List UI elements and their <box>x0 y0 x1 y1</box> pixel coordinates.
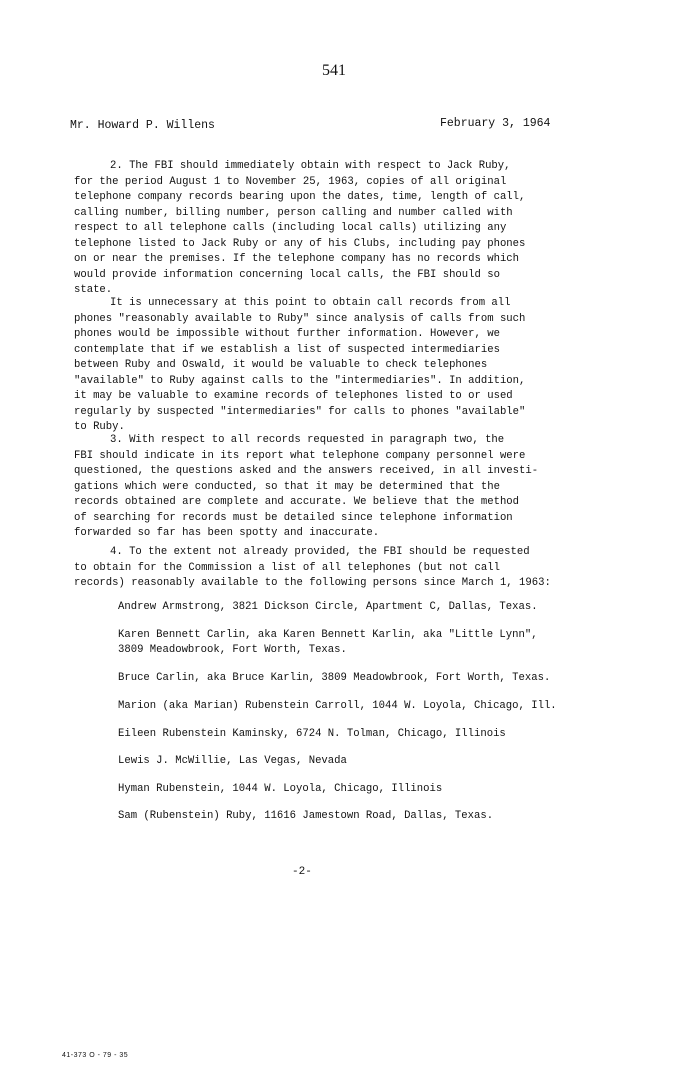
letter-date: February 3, 1964 <box>440 117 551 130</box>
person-entry-continuation: 3809 Meadowbrook, Fort Worth, Texas. <box>118 644 347 656</box>
paragraph-line: forwarded so far has been spotty and inaccurate. <box>74 527 380 539</box>
paragraph-line: state. <box>74 284 113 296</box>
addressee: Mr. Howard P. Willens <box>70 119 215 132</box>
paragraph-line: phones would be impossible without further information. However, we <box>74 328 500 340</box>
paragraph-line: of searching for records must be detailed since telephone information <box>74 511 513 524</box>
print-code: 41-373 O - 79 - 35 <box>62 1052 129 1059</box>
paragraph-line: between Ruby and Oswald, it would be valuable to check telephones <box>74 359 488 371</box>
paragraph-line: to Ruby. <box>74 421 125 433</box>
paragraph-line: records obtained are complete and accurate. We believe that the method <box>74 496 520 508</box>
paragraph-line: questioned, the questions asked and the answers received, in all investi- <box>74 465 539 477</box>
paragraph-line: calling number, billing number, person calling and number called with <box>74 206 513 219</box>
paragraph-line: 3. With respect to all records requested in paragraph two, the <box>110 434 505 446</box>
paragraph-line: regularly by suspected "intermediaries" for calls to phones "available" <box>74 405 526 418</box>
paragraph-line: telephone company records bearing upon the dates, time, length of call, <box>74 191 526 203</box>
person-entry: Sam (Rubenstein) Ruby, 11616 Jamestown Road, Dallas, Texas. <box>118 810 494 822</box>
page-number: 541 <box>322 62 346 79</box>
paragraph-line: 2. The FBI should immediately obtain with respect to Jack Ruby, <box>110 160 511 172</box>
paragraph-line: to obtain for the Commission a list of all telephones (but not call <box>74 561 500 574</box>
paragraph-line: it may be valuable to examine records of telephones listed to or used <box>74 390 513 402</box>
paragraph-line: It is unnecessary at this point to obtain call records from all <box>110 297 511 309</box>
person-entry: Bruce Carlin, aka Bruce Karlin, 3809 Meadowbrook, Fort Worth, Texas. <box>118 672 551 684</box>
paragraph-4 <box>74 545 574 592</box>
paragraph-line: FBI should indicate in its report what telephone company personnel were <box>74 449 526 462</box>
paragraph-line: would provide information concerning local calls, the FBI should so <box>74 268 500 281</box>
paragraph-line: gations which were conducted, so that it may be determined that the <box>74 480 500 493</box>
person-entry: Hyman Rubenstein, 1044 W. Loyola, Chicago, Illinois <box>118 783 443 795</box>
footer-page-number: -2- <box>292 866 312 878</box>
person-entry: Andrew Armstrong, 3821 Dickson Circle, Apartment C, Dallas, Texas. <box>118 601 538 613</box>
paragraph-line: "available" to Ruby against calls to the "intermediaries". In addition, <box>74 374 526 387</box>
paragraph-line: records) reasonably available to the following persons since March 1, 1963: <box>74 577 551 589</box>
paragraph-line: telephone listed to Jack Ruby or any of his Clubs, including pay phones <box>74 237 526 250</box>
person-entry: Karen Bennett Carlin, aka Karen Bennett Karlin, aka "Little Lynn", <box>118 629 538 641</box>
paragraph-line: 4. To the extent not already provided, the FBI should be requested <box>110 546 530 558</box>
paragraph-line: respect to all telephone calls (including local calls) utilizing any <box>74 222 507 234</box>
paragraph-2 <box>74 159 574 299</box>
person-entry: Lewis J. McWillie, Las Vegas, Nevada <box>118 755 347 767</box>
paragraph-3 <box>74 433 574 542</box>
paragraph-line: phones "reasonably available to Ruby" since analysis of calls from such <box>74 312 526 325</box>
paragraph-line: on or near the premises. If the telephone company has no records which <box>74 253 520 265</box>
person-entry: Eileen Rubenstein Kaminsky, 6724 N. Tolman, Chicago, Illinois <box>118 728 506 740</box>
paragraph-line: contemplate that if we establish a list of suspected intermediaries <box>74 343 500 356</box>
paragraph-unnecessary <box>74 296 574 436</box>
person-entry: Marion (aka Marian) Rubenstein Carroll, 1044 W. Loyola, Chicago, Ill. <box>118 700 557 712</box>
paragraph-line: for the period August 1 to November 25, 1963, copies of all original <box>74 175 507 188</box>
